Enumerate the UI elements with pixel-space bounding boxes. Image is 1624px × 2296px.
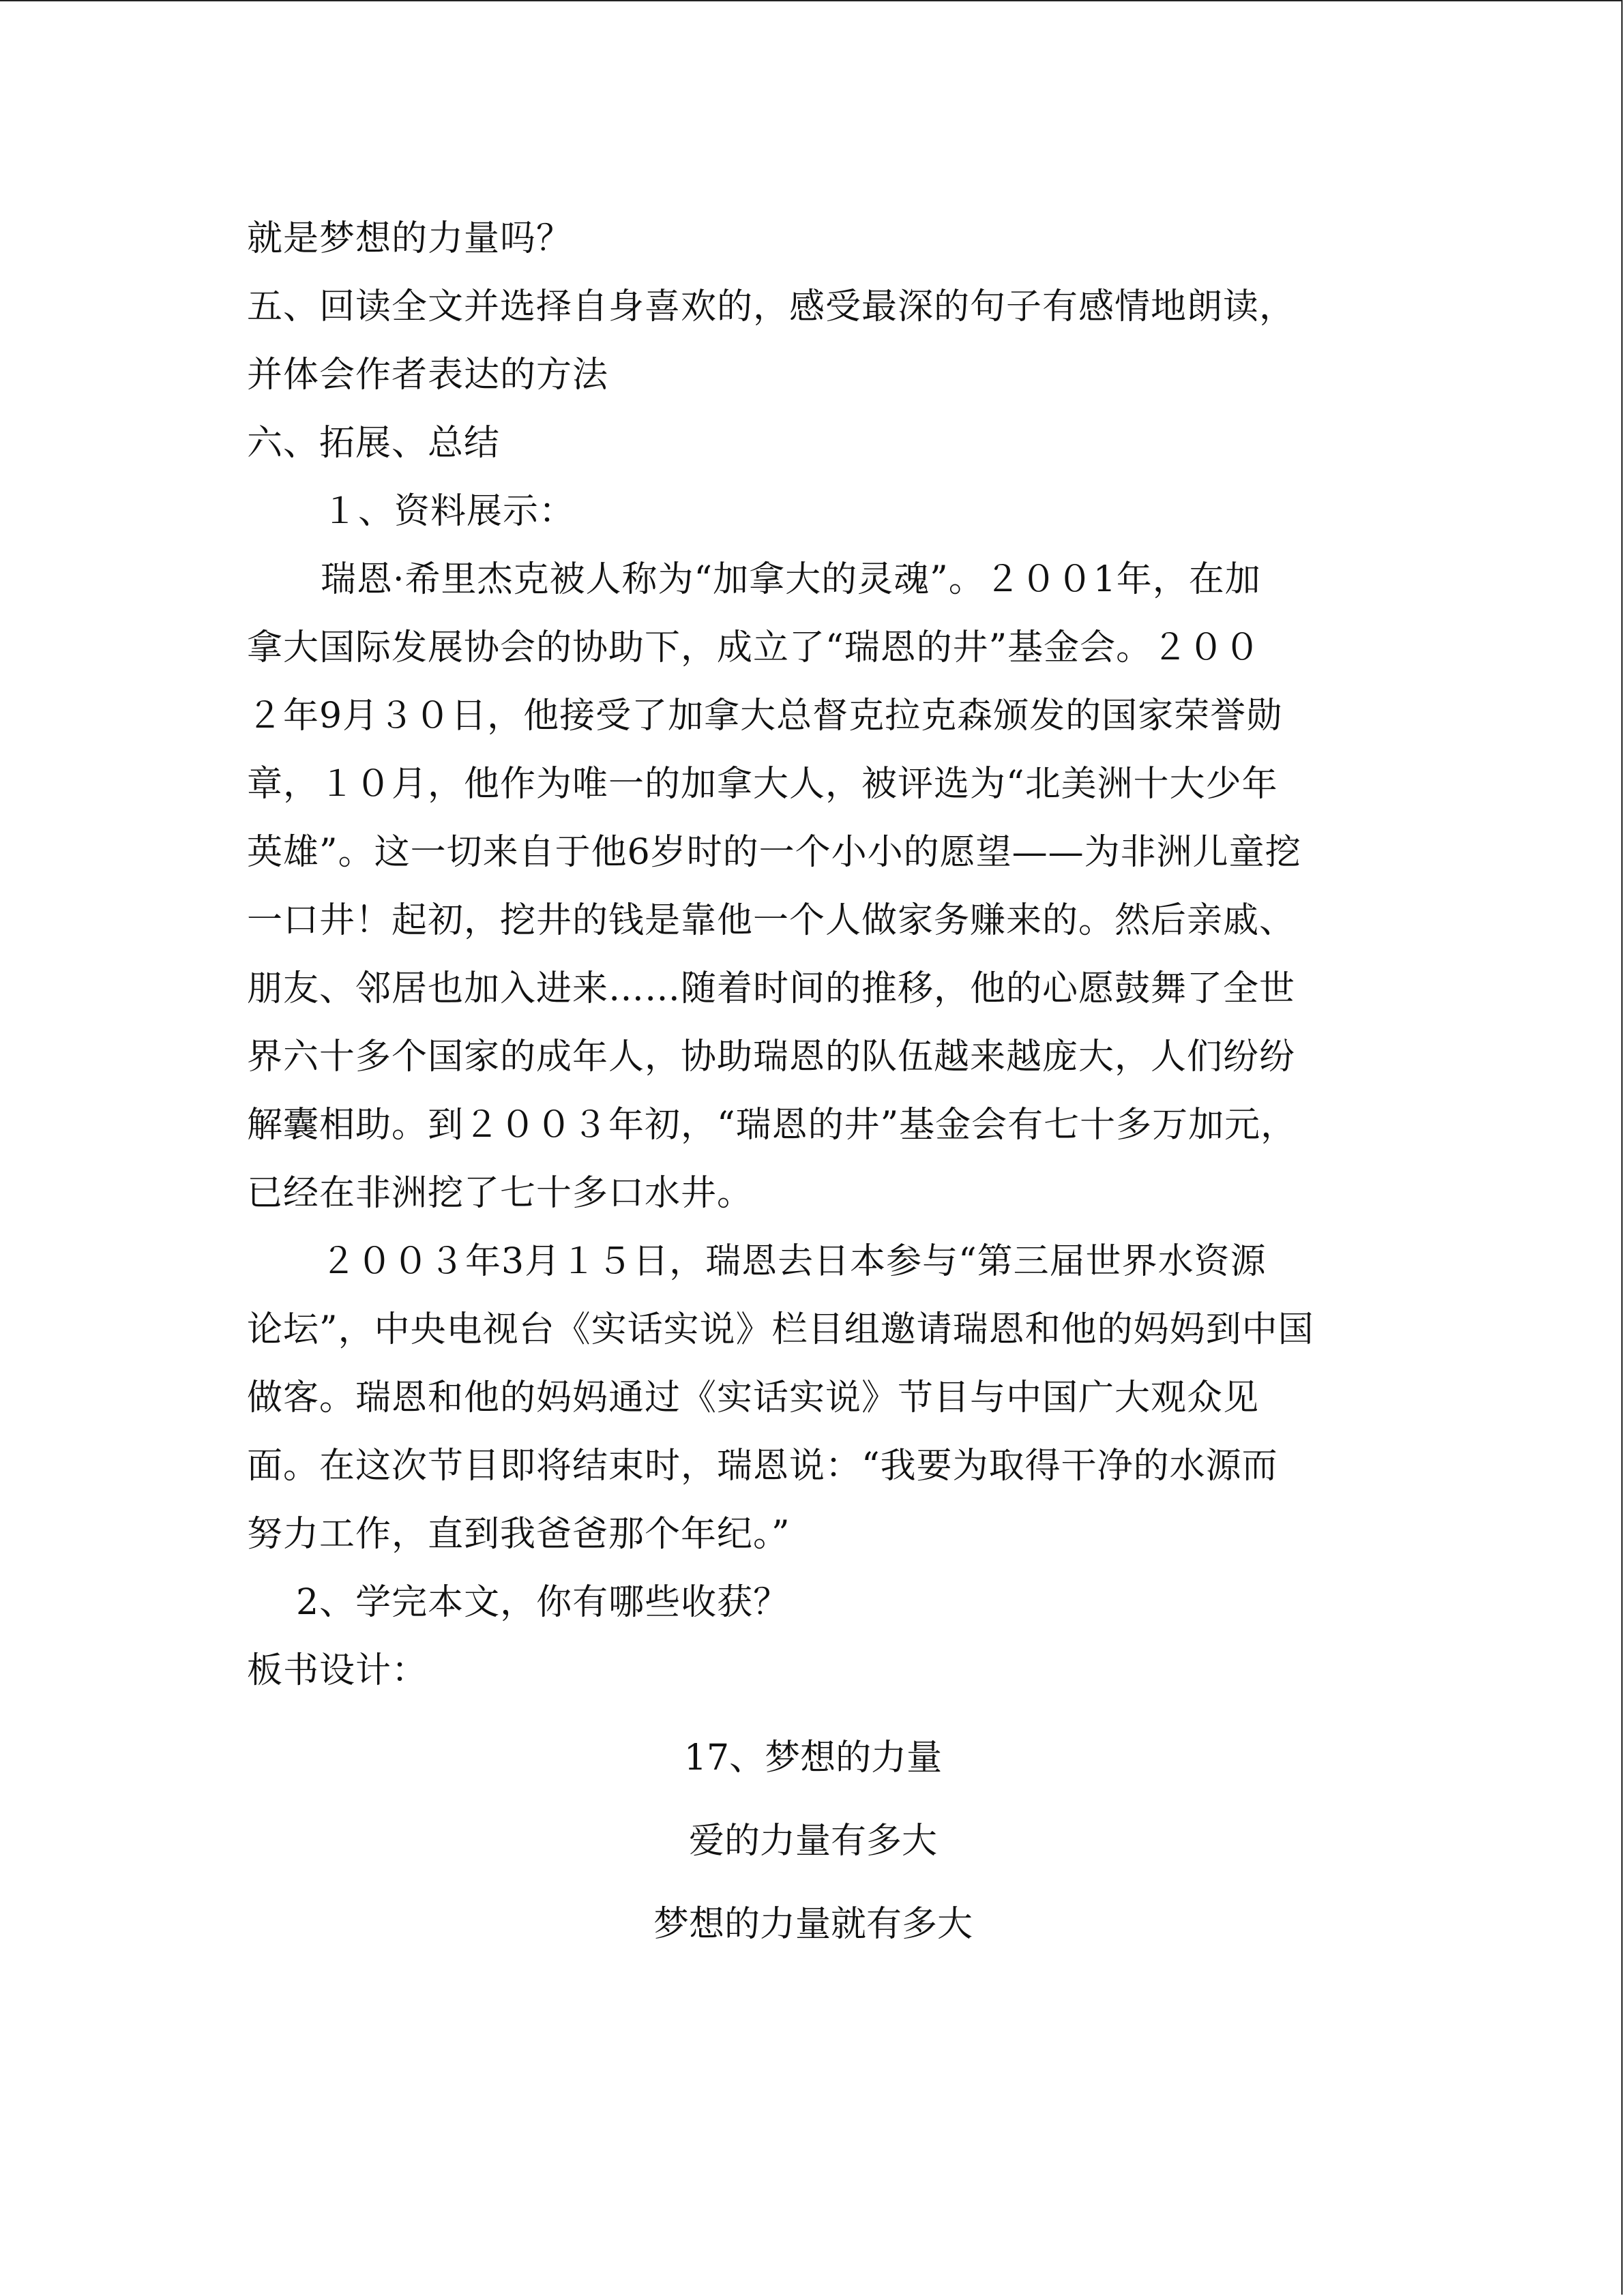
paragraph-line: 一口井！起初，挖井的钱是靠他一个人做家务赚来的。然后亲戚、 (247, 900, 1296, 941)
paragraph-line: 瑞恩·希里杰克被人称为“加拿大的灵魂”。２００1年，在加 (321, 559, 1261, 600)
section-heading-5: 五、回读全文并选择自身喜欢的，感受最深的句子有感情地朗读， (247, 286, 1296, 327)
board-design-label: 板书设计： (247, 1650, 428, 1691)
paragraph-line: 面。在这次节目即将结束时，瑞恩说：“我要为取得干净的水源而 (247, 1446, 1278, 1487)
paragraph-line: 英雄”。这一切来自于他6岁时的一个小小的愿望——为非洲儿童挖 (247, 832, 1301, 873)
paragraph-line: 做客。瑞恩和他的妈妈通过《实话实说》节目与中国广大观众见 (247, 1377, 1260, 1418)
paragraph-line: 解囊相助。到２００３年初，“瑞恩的井”基金会有七十多万加元， (247, 1105, 1297, 1146)
board-line-2: 梦想的力量就有多大 (653, 1904, 973, 1945)
paragraph-line: 界六十多个国家的成年人，协助瑞恩的队伍越来越庞大，人们纷纷 (247, 1037, 1296, 1077)
paragraph-line: 章，１０月，他作为唯一的加拿大人，被评选为“北美洲十大少年 (247, 764, 1278, 805)
text-line: 就是梦想的力量吗？ (247, 218, 573, 259)
paragraph-line: 努力工作，直到我爸爸那个年纪。” (247, 1514, 791, 1555)
paragraph-line: ２００３年3月１５日，瑞恩去日本参与“第三届世界水资源 (321, 1241, 1267, 1282)
board-line-1: 爱的力量有多大 (688, 1821, 937, 1862)
paragraph-line: 已经在非洲挖了七十多口水井。 (247, 1173, 754, 1214)
paragraph-line: 朋友、邻居也加入进来……随着时间的推移，他的心愿鼓舞了全世 (247, 968, 1296, 1009)
paragraph-line: ２年9月３０日，他接受了加拿大总督克拉克森颁发的国家荣誉勋 (247, 696, 1283, 736)
text-line: 并体会作者表达的方法 (247, 355, 609, 396)
board-title: 17、梦想的力量 (683, 1738, 943, 1778)
document-body (247, 205, 1379, 1705)
question-line: 2、学完本文，你有哪些收获？ (296, 1582, 790, 1623)
paragraph-line: 拿大国际发展协会的协助下，成立了“瑞恩的井”基金会。２００ (247, 627, 1261, 668)
paragraph-line: 论坛”，中央电视台《实话实说》栏目组邀请瑞恩和他的妈妈到中国 (247, 1309, 1314, 1350)
section-heading-6: 六、拓展、总结 (247, 423, 501, 464)
subheading-materials: １、资料展示： (322, 491, 576, 532)
